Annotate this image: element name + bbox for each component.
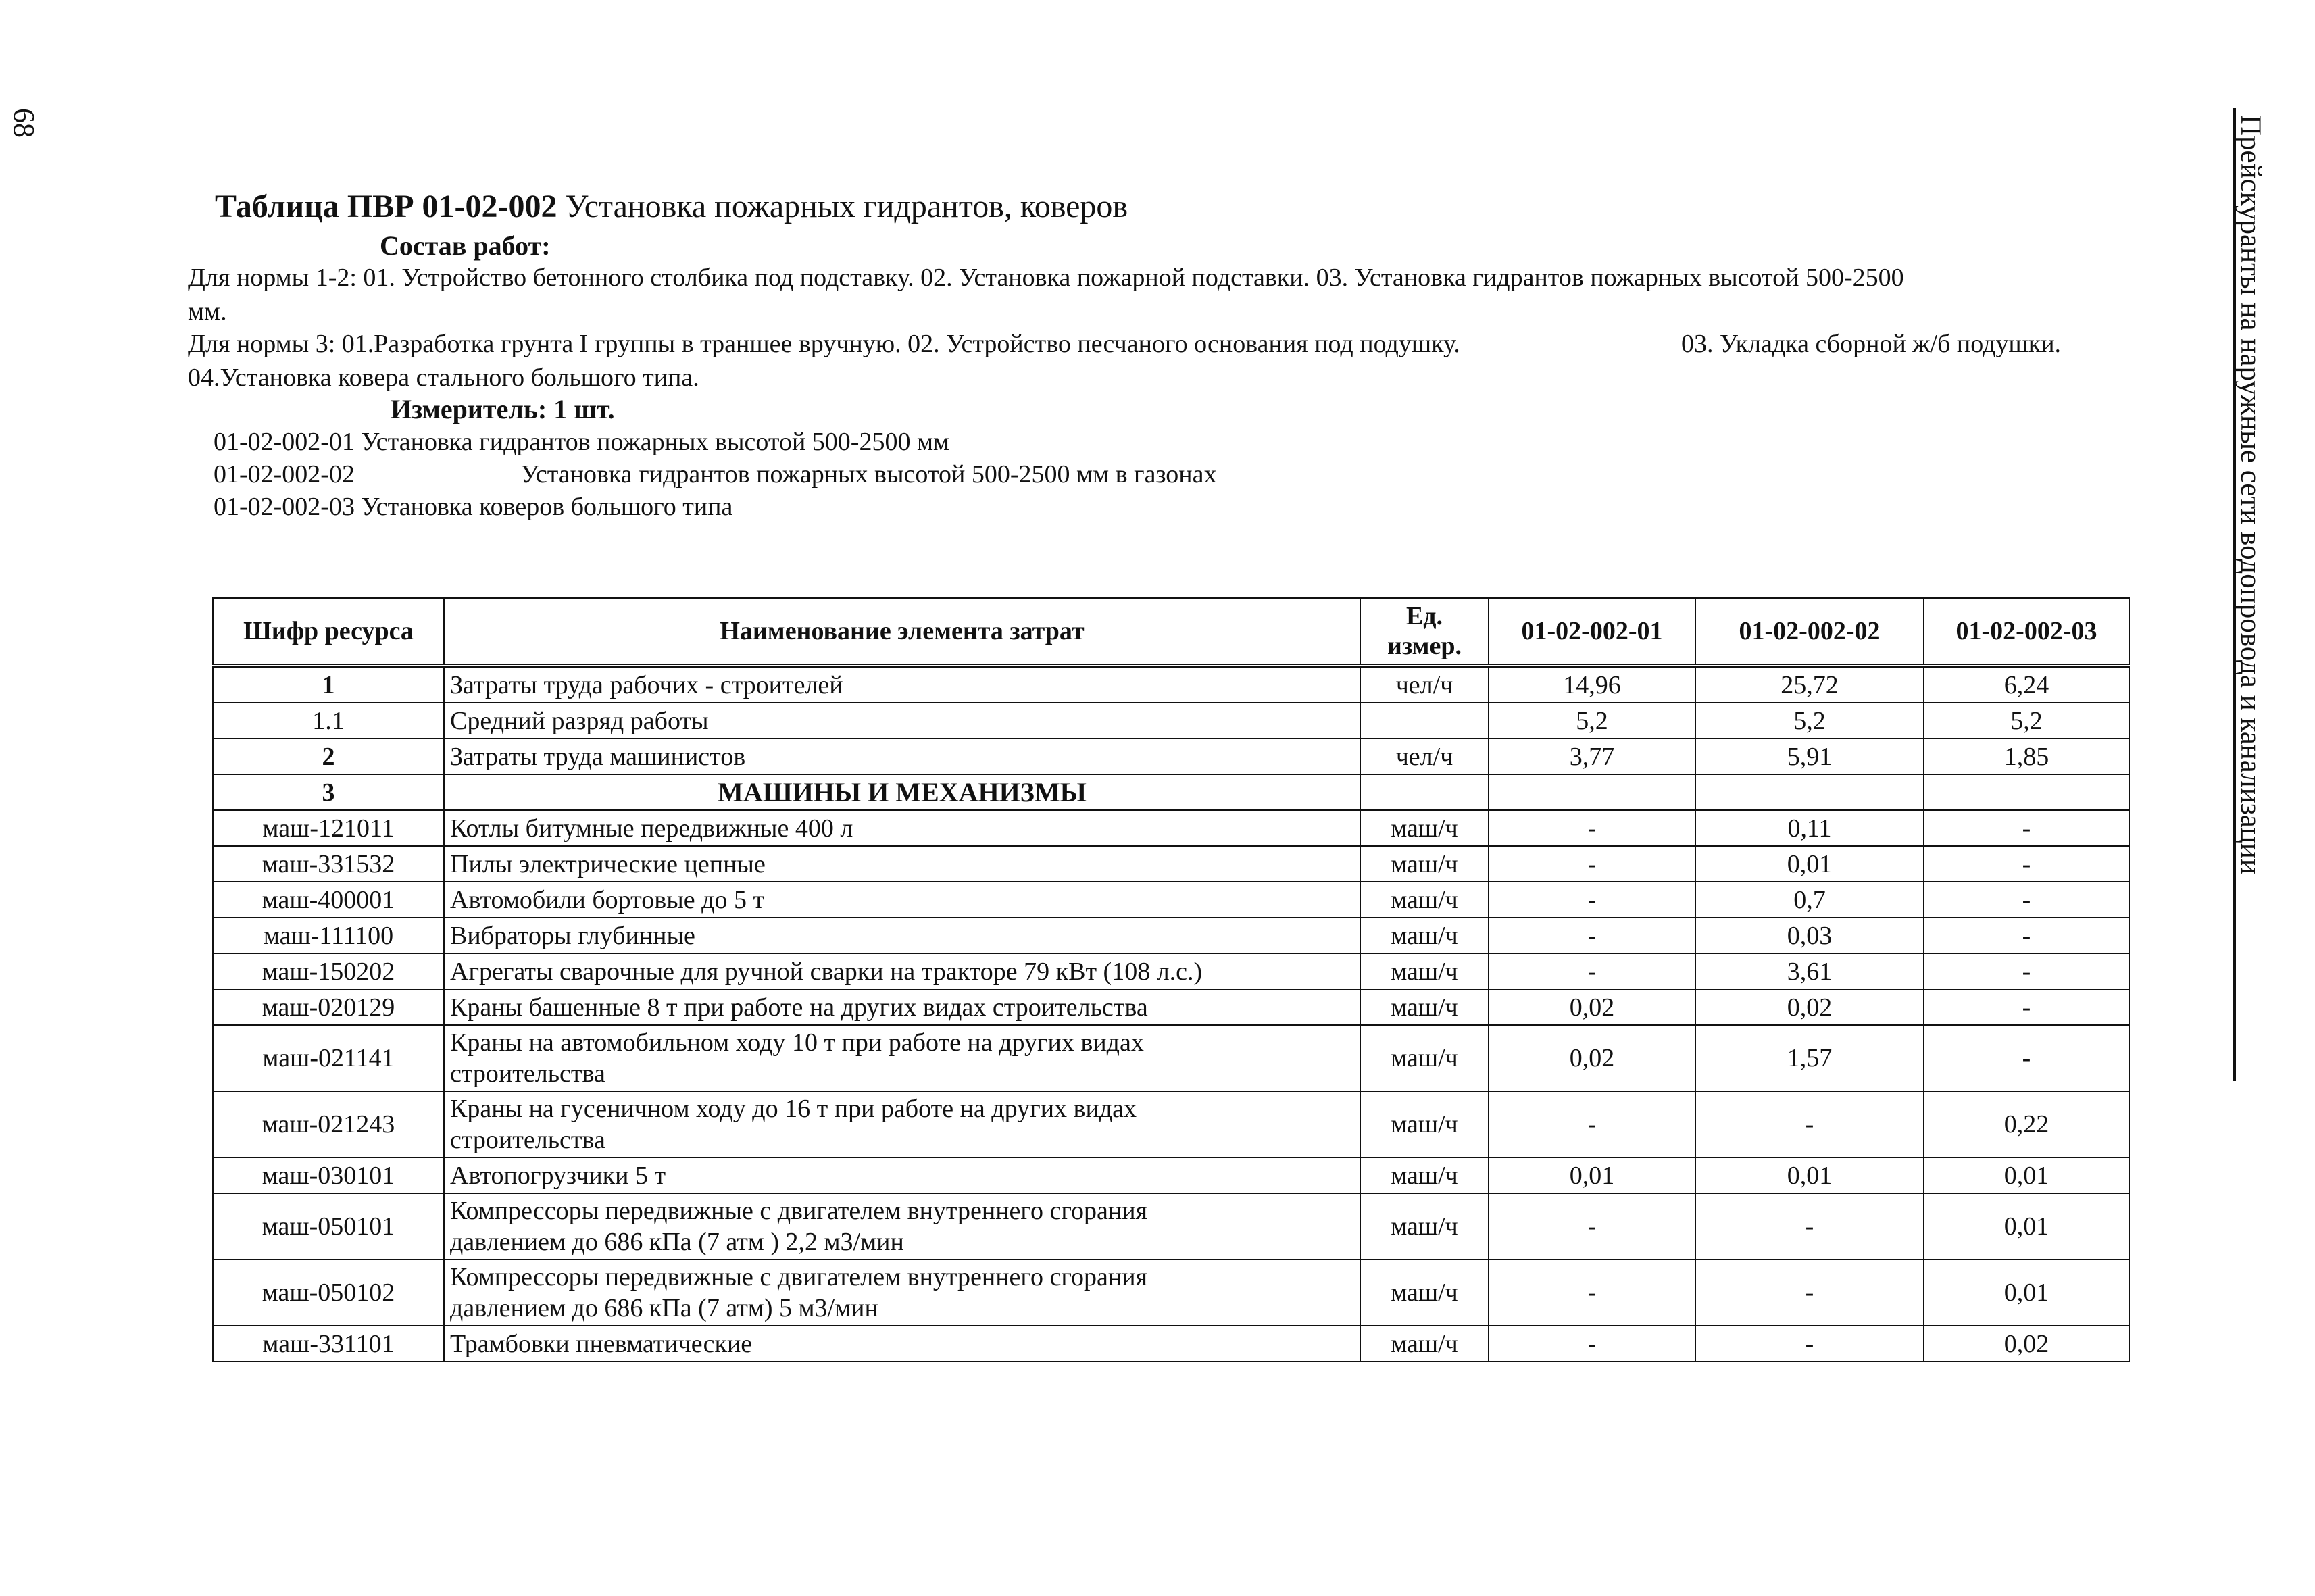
table-title: [215, 188, 1128, 225]
norm-item: [214, 459, 1216, 489]
cell-norm-01: 14,96: [1489, 666, 1695, 703]
cell-unit: маш/ч: [1360, 918, 1489, 953]
cell-norm-02: -: [1695, 1193, 1924, 1260]
cell-code: маш-121011: [213, 810, 444, 846]
norm-text: Установка гидрантов пожарных высотой 500-2500 мм в газонах: [520, 460, 1217, 489]
cell-norm-03: 0,01: [1924, 1260, 2129, 1326]
norm-text: Установка коверов большого типа: [361, 493, 733, 521]
cell-norm-02: -: [1695, 1326, 1924, 1362]
table-row: [213, 666, 2129, 703]
cell-code: 1.1: [213, 703, 444, 739]
cell-norm-03: 5,2: [1924, 703, 2129, 739]
cell-name: Средний разряд работы: [444, 703, 1360, 739]
cell-unit: чел/ч: [1360, 739, 1489, 774]
norm3-composition-line1b: 03. Укладка сборной ж/б подушки.: [1681, 330, 2062, 358]
cell-unit: маш/ч: [1360, 1326, 1489, 1362]
cell-name: Краны башенные 8 т при работе на других видах строительства: [444, 989, 1360, 1025]
cell-name-line: Компрессоры передвижные с двигателем внутреннего сгорания: [450, 1197, 1148, 1225]
cell-name-line: строительства: [450, 1126, 605, 1154]
norm-item: [214, 427, 949, 457]
cell-norm-02: 0,11: [1695, 810, 1924, 846]
cell-unit: маш/ч: [1360, 810, 1489, 846]
cell-unit: [1360, 774, 1489, 810]
norm12-composition-line1: Для нормы 1-2: 01. Устройство бетонного столбика под подставку. 02. Установка пожарной подставки. 03. Установка гидрантов пожарных высотой 500-2500: [188, 264, 1904, 292]
cell-norm-03: -: [1924, 882, 2129, 918]
table-row: [213, 953, 2129, 989]
cell-unit: [1360, 703, 1489, 739]
cell-norm-02: -: [1695, 1091, 1924, 1157]
cell-norm-03: 0,01: [1924, 1193, 2129, 1260]
cell-unit: маш/ч: [1360, 1025, 1489, 1091]
cell-code: 3: [213, 774, 444, 810]
work-composition-label: Состав работ:: [380, 230, 551, 261]
table-title-text: Установка пожарных гидрантов, коверов: [565, 189, 1128, 224]
cell-norm-03: 1,85: [1924, 739, 2129, 774]
cell-norm-03: 0,02: [1924, 1326, 2129, 1362]
header-resource-code: Шифр ресурса: [213, 598, 444, 666]
cell-name-line: строительства: [450, 1059, 605, 1088]
header-norm-03: 01-02-002-03: [1924, 598, 2129, 666]
cell-name: Агрегаты сварочные для ручной сварки на тракторе 79 кВт (108 л.с.): [444, 953, 1360, 989]
norm-code: 01-02-002-03: [214, 493, 355, 521]
table-row: [213, 882, 2129, 918]
cell-norm-02: 0,01: [1695, 1157, 1924, 1193]
cell-name: [444, 1091, 1360, 1157]
cell-name-line: давлением до 686 кПа (7 атм ) 2,2 м3/мин: [450, 1228, 904, 1256]
cell-name-line: давлением до 686 кПа (7 атм) 5 м3/мин: [450, 1294, 878, 1322]
cell-norm-02: 0,7: [1695, 882, 1924, 918]
cell-norm-03: -: [1924, 989, 2129, 1025]
norm12-composition-line2: мм.: [188, 297, 227, 326]
cell-name: [444, 1260, 1360, 1326]
table-row: [213, 1193, 2129, 1260]
cell-norm-01: -: [1489, 1326, 1695, 1362]
cell-norm-01: -: [1489, 810, 1695, 846]
cell-norm-03: -: [1924, 918, 2129, 953]
cell-norm-02: 0,02: [1695, 989, 1924, 1025]
cell-code: маш-021243: [213, 1091, 444, 1157]
cell-norm-02: 0,03: [1695, 918, 1924, 953]
cell-norm-03: 6,24: [1924, 666, 2129, 703]
header-norm-01: 01-02-002-01: [1489, 598, 1695, 666]
header-cost-element: Наименование элемента затрат: [444, 598, 1360, 666]
norm-item: [214, 492, 732, 522]
table-section-row: [213, 774, 2129, 810]
running-header: Прейскуранты на наружные сети водопровода и канализации: [2235, 115, 2266, 874]
table-row: [213, 846, 2129, 882]
cell-norm-01: -: [1489, 1193, 1695, 1260]
cell-unit: маш/ч: [1360, 1193, 1489, 1260]
cell-norm-01: -: [1489, 918, 1695, 953]
cell-norm-01: [1489, 774, 1695, 810]
cell-norm-01: 0,01: [1489, 1157, 1695, 1193]
cell-unit: чел/ч: [1360, 666, 1489, 703]
table-row: [213, 1157, 2129, 1193]
table-row: [213, 1091, 2129, 1157]
page-number: 68: [7, 108, 41, 138]
cell-name: Вибраторы глубинные: [444, 918, 1360, 953]
table-header-row: [213, 598, 2129, 666]
cell-unit: маш/ч: [1360, 1091, 1489, 1157]
table-row: [213, 1260, 2129, 1326]
table-row: [213, 703, 2129, 739]
cell-code: 1: [213, 666, 444, 703]
cell-code: маш-150202: [213, 953, 444, 989]
cell-code: маш-020129: [213, 989, 444, 1025]
norm-code: 01-02-002-02: [214, 460, 355, 489]
cell-norm-02: 1,57: [1695, 1025, 1924, 1091]
table-label: Таблица ПВР 01-02-002: [215, 189, 557, 224]
norm-text: Установка гидрантов пожарных высотой 500-2500 мм: [361, 428, 950, 456]
cell-norm-01: 0,02: [1489, 1025, 1695, 1091]
norm-code: 01-02-002-01: [214, 428, 355, 456]
cell-name: [444, 1193, 1360, 1260]
header-norm-02: 01-02-002-02: [1695, 598, 1924, 666]
cell-name-line: Краны на гусеничном ходу до 16 т при работе на других видах: [450, 1095, 1137, 1123]
table-row: [213, 989, 2129, 1025]
cell-norm-01: 3,77: [1489, 739, 1695, 774]
cell-unit: маш/ч: [1360, 1157, 1489, 1193]
cell-code: маш-030101: [213, 1157, 444, 1193]
header-unit: Ед. измер.: [1360, 598, 1489, 666]
meter-label: Измеритель: 1 шт.: [391, 394, 615, 424]
cell-name: Затраты труда рабочих - строителей: [444, 666, 1360, 703]
cell-norm-03: [1924, 774, 2129, 810]
cell-code: маш-021141: [213, 1025, 444, 1091]
norm3-composition-line2: 04.Установка ковера стального большого типа.: [188, 364, 699, 392]
cell-norm-02: 0,01: [1695, 846, 1924, 882]
cell-name: Автопогрузчики 5 т: [444, 1157, 1360, 1193]
cell-code: 2: [213, 739, 444, 774]
cell-norm-01: -: [1489, 953, 1695, 989]
cell-norm-03: -: [1924, 846, 2129, 882]
cell-norm-02: 3,61: [1695, 953, 1924, 989]
cell-code: маш-400001: [213, 882, 444, 918]
cell-unit: маш/ч: [1360, 953, 1489, 989]
cell-code: маш-050101: [213, 1193, 444, 1260]
cell-name: Трамбовки пневматические: [444, 1326, 1360, 1362]
cell-name-line: Компрессоры передвижные с двигателем внутреннего сгорания: [450, 1263, 1148, 1291]
table-row: [213, 918, 2129, 953]
cell-unit: маш/ч: [1360, 989, 1489, 1025]
cell-name: Пилы электрические цепные: [444, 846, 1360, 882]
cell-unit: маш/ч: [1360, 882, 1489, 918]
section-title: МАШИНЫ И МЕХАНИЗМЫ: [444, 774, 1360, 810]
cell-norm-03: 0,22: [1924, 1091, 2129, 1157]
cell-name: Затраты труда машинистов: [444, 739, 1360, 774]
cell-code: маш-050102: [213, 1260, 444, 1326]
table-row: [213, 1025, 2129, 1091]
cell-norm-01: -: [1489, 1091, 1695, 1157]
cell-unit: маш/ч: [1360, 846, 1489, 882]
cell-norm-01: 5,2: [1489, 703, 1695, 739]
cell-name-line: Краны на автомобильном ходу 10 т при работе на других видах: [450, 1028, 1144, 1057]
cell-name: [444, 1025, 1360, 1091]
cell-norm-02: [1695, 774, 1924, 810]
cell-name: Котлы битумные передвижные 400 л: [444, 810, 1360, 846]
norm3-composition-line1a: Для нормы 3: 01.Разработка грунта I группы в траншее вручную. 02. Устройство песчаного основания под подушку.: [188, 330, 1460, 358]
cell-norm-03: -: [1924, 1025, 2129, 1091]
cell-norm-01: -: [1489, 1260, 1695, 1326]
cell-norm-01: -: [1489, 846, 1695, 882]
cell-code: маш-331532: [213, 846, 444, 882]
cell-code: маш-331101: [213, 1326, 444, 1362]
cell-norm-03: 0,01: [1924, 1157, 2129, 1193]
cell-norm-02: 25,72: [1695, 666, 1924, 703]
cell-norm-03: -: [1924, 953, 2129, 989]
cell-norm-02: -: [1695, 1260, 1924, 1326]
cell-norm-02: 5,91: [1695, 739, 1924, 774]
table-row: [213, 1326, 2129, 1362]
resource-cost-table: [212, 597, 2130, 1362]
table-row: [213, 810, 2129, 846]
cell-norm-01: 0,02: [1489, 989, 1695, 1025]
cell-norm-02: 5,2: [1695, 703, 1924, 739]
cell-name: Автомобили бортовые до 5 т: [444, 882, 1360, 918]
cell-code: маш-111100: [213, 918, 444, 953]
table-row: [213, 739, 2129, 774]
cell-norm-01: -: [1489, 882, 1695, 918]
cell-unit: маш/ч: [1360, 1260, 1489, 1326]
cell-norm-03: -: [1924, 810, 2129, 846]
